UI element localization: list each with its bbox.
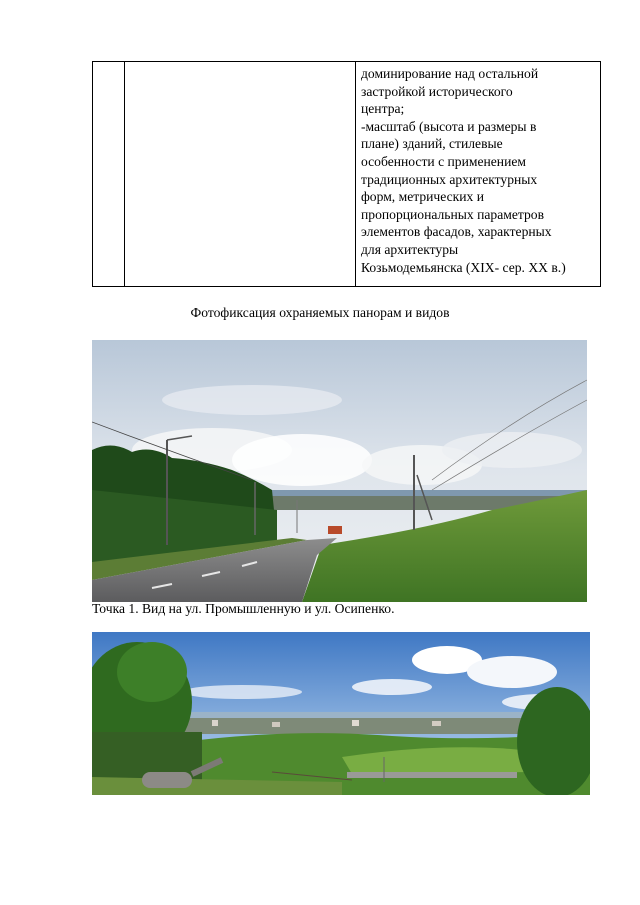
table-cell-requirements [356, 62, 601, 287]
cell-text-line: для архитектуры [361, 241, 459, 257]
table-cell-object [125, 62, 356, 287]
cell-text-line: форм, метрических и [361, 189, 485, 205]
requirements-table-fragment [92, 61, 601, 287]
cell-text-line: -масштаб (высота и размеры в [361, 118, 537, 134]
cell-text-line: традиционных архитектурных [361, 171, 538, 187]
table-row [93, 62, 601, 287]
cell-text-line: пропорциональных параметров [361, 206, 544, 222]
cell-text-line: доминирование над остальной [361, 66, 539, 81]
section-heading: Фотофиксация охраняемых панорам и видов [190, 305, 450, 320]
cell-text-line: центра; [361, 101, 405, 117]
table-cell-number [93, 62, 125, 287]
cell-text-line: элементов фасадов, характерных [361, 224, 552, 240]
panorama-photo-town [92, 632, 590, 795]
cell-text-line: плане) зданий, стилевые [361, 136, 503, 152]
photo-caption-point-1: Точка 1. Вид на ул. Промышленную и ул. Осипенко. [92, 601, 395, 616]
cell-text-line: Козьмодемьянска (XIX- сер. XX в.) [361, 259, 566, 275]
cell-text-line: особенности с применением [361, 153, 526, 169]
cell-text-line: застройкой исторического [361, 83, 513, 99]
panorama-photo-road [92, 340, 587, 602]
